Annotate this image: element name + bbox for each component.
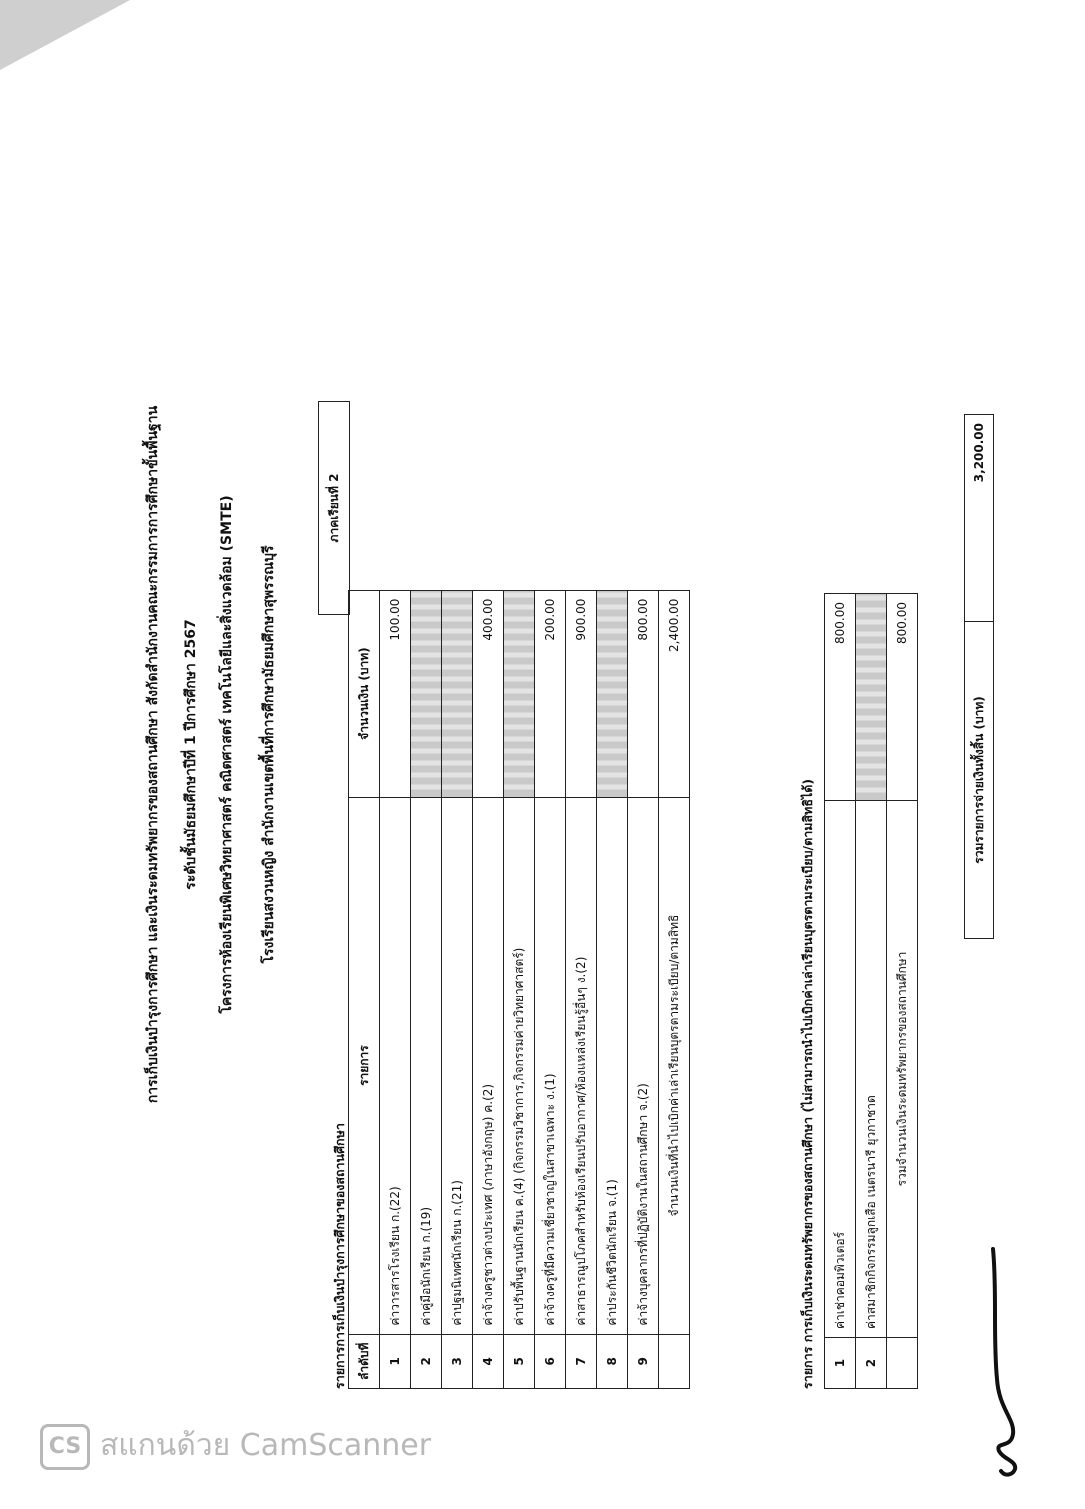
table-row <box>442 590 473 1388</box>
table-row <box>504 590 535 1388</box>
table-row <box>825 594 856 1389</box>
row-item: ค่าปฐมนิเทศนักเรียน ก.(21) <box>442 797 473 1334</box>
row-amount: 800.00 <box>628 590 659 797</box>
row-item: ค่าสมาชิกกิจกรรมลูกเสือ เนตรนารี ยุวกาชาด <box>856 801 887 1338</box>
row-item: ค่าคู่มือนักเรียน ก.(19) <box>411 797 442 1334</box>
table-row <box>380 590 411 1388</box>
resource-table <box>824 593 918 1389</box>
handwritten-signature <box>985 1239 1025 1489</box>
row-amount: 200.00 <box>535 590 566 797</box>
row-item: ค่าเช่าคอมพิวเตอร์ <box>825 801 856 1338</box>
col-amount-header: จำนวนเงิน (บาท) <box>349 590 380 797</box>
row-amount: 800.00 <box>825 594 856 801</box>
row-amount <box>856 594 887 801</box>
subtotal-label: จำนวนเงินที่นำไปเบิกค่าเล่าเรียนบุตรตามระเบียบ/ตามสิทธิ <box>659 797 690 1334</box>
row-amount: 400.00 <box>473 590 504 797</box>
semester-header-box <box>318 401 350 615</box>
section2-title: รายการ การเก็บเงินระดมทรัพยากรของสถานศึกษา (ไม่สามารถนำไปเบิกค่าเล่าเรียนบุตรตามระเบียบ/ตามสิทธิได้) <box>800 778 815 1389</box>
row-item: ค่าสาธารณูปโภคสำหรับห้องเรียนปรับอากาศ/ห้องแหล่งเรียนรู้อื่นๆ ง.(2) <box>566 797 597 1334</box>
header-line-2: ระดับชั้นมัธยมศึกษาปีที่ 1 ปีการศึกษา 2567 <box>183 619 199 890</box>
grand-total-amount: 3,200.00 <box>965 415 994 622</box>
row-number: 2 <box>411 1334 442 1388</box>
row-item: ค่าจ้างบุคลากรที่ปฏิบัติงานในสถานศึกษา จ.(2) <box>628 797 659 1334</box>
row-amount <box>597 590 628 797</box>
row-number: 1 <box>380 1334 411 1388</box>
row-amount: 900.00 <box>566 590 597 797</box>
row-number: 6 <box>535 1334 566 1388</box>
col-item-header: รายการ <box>349 797 380 1334</box>
semester-label: ภาคเรียนที่ 2 <box>327 473 341 543</box>
table-row <box>628 590 659 1388</box>
row-number: 2 <box>856 1338 887 1389</box>
section1-title: รายการการเก็บเงินบำรุงการศึกษาของสถานศึกษา <box>332 1123 347 1389</box>
row-number: 3 <box>442 1334 473 1388</box>
subtotal-label: รวมจำนวนเงินระดมทรัพยากรของสถานศึกษา <box>887 801 918 1338</box>
row-amount <box>504 590 535 797</box>
row-item: ค่าจ้างครูชาวต่างประเทศ (ภาษาอังกฤษ) ค.(2) <box>473 797 504 1334</box>
watermark-text: สแกนด้วย CamScanner <box>100 1428 432 1463</box>
row-amount <box>442 590 473 797</box>
header-line-1: การเก็บเงินบำรุงการศึกษา และเงินระดมทรัพยากรของสถานศึกษา สังกัดสำนักงานคณะกรรมการการศึกษาขั้นพื้นฐาน <box>145 405 161 1104</box>
table-row <box>535 590 566 1388</box>
row-item: ค่าวารสารโรงเรียน ก.(22) <box>380 797 411 1334</box>
fee-table-header <box>349 590 380 1388</box>
fee-table <box>348 590 690 1389</box>
table-row <box>597 590 628 1388</box>
row-amount: 100.00 <box>380 590 411 797</box>
subtotal-row <box>659 590 690 1388</box>
row-number: 8 <box>597 1334 628 1388</box>
table-row <box>566 590 597 1388</box>
row-item: ค่าประกันชีวิตนักเรียน จ.(1) <box>597 797 628 1334</box>
row-amount <box>411 590 442 797</box>
row-number: 9 <box>628 1334 659 1388</box>
table-row <box>473 590 504 1388</box>
header-line-4: โรงเรียนสงวนหญิง สำนักงานเขตพื้นที่การศึกษามัธยมศึกษาสุพรรณบุรี <box>261 545 277 964</box>
subtotal-row <box>887 594 918 1389</box>
subtotal-amount: 2,400.00 <box>659 590 690 797</box>
camscanner-watermark <box>40 1422 431 1470</box>
table-row <box>856 594 887 1389</box>
subtotal-amount: 800.00 <box>887 594 918 801</box>
grand-total-table <box>964 414 994 939</box>
row-number: 4 <box>473 1334 504 1388</box>
grand-total-label: รวมรายการจ่ายเงินทั้งสิ้น (บาท) <box>965 622 994 939</box>
subtotal-spacer <box>887 1338 918 1389</box>
table-row <box>411 590 442 1388</box>
row-number: 1 <box>825 1338 856 1389</box>
grand-total-row <box>965 415 994 939</box>
row-number: 7 <box>566 1334 597 1388</box>
row-item: ค่าจ้างครูที่มีความเชี่ยวชาญในสาขาเฉพาะ ง.(1) <box>535 797 566 1334</box>
col-no-header: ลำดับที่ <box>349 1334 380 1388</box>
camscanner-logo-icon: CS <box>40 1424 90 1470</box>
subtotal-spacer <box>659 1334 690 1388</box>
header-line-3: โครงการห้องเรียนพิเศษวิทยาศาสตร์ คณิตศาสตร์ เทคโนโลยีและสิ่งแวดล้อม (SMTE) <box>219 495 235 1014</box>
row-number: 5 <box>504 1334 535 1388</box>
row-item: ค่าปรับพื้นฐานนักเรียน ค.(4) (กิจกรรมวิชาการ,กิจกรรมค่ายวิทยาศาสตร์) <box>504 797 535 1334</box>
